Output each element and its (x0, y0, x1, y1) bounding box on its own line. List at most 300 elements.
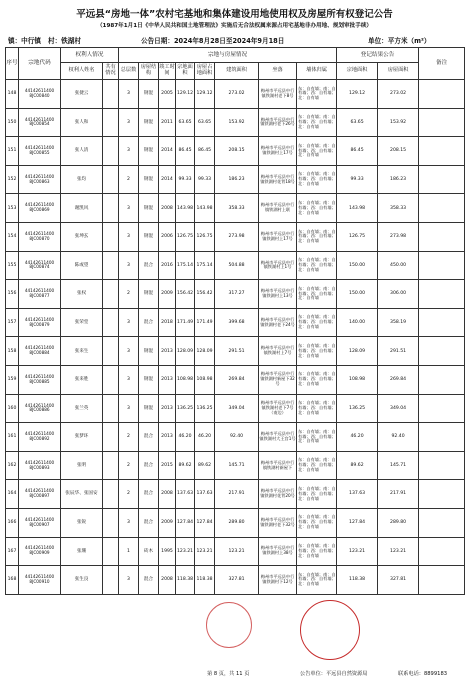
cell-result-land: 136.25 (337, 394, 378, 423)
cell-owner-name: 张均 (61, 165, 103, 194)
cell-result-house: 92.40 (378, 423, 419, 452)
cell-floors: 3 (119, 137, 139, 166)
cell-owner-name: 张来胜 (61, 365, 103, 394)
cell-location: 梅州市平远县中行镇铁湖村新屋下 (259, 451, 297, 480)
cell-result-house: 289.80 (378, 508, 419, 537)
cell-result-land: 128.09 (337, 337, 378, 366)
table-row (6, 137, 465, 166)
header-land-house-group: 宗地与房屋情况 (119, 48, 337, 63)
cell-structure: 钢混 (139, 280, 159, 309)
cell-land-area: 46.20 (176, 423, 195, 452)
cell-structure: 钢混 (139, 137, 159, 166)
cell-seq: 153 (6, 194, 19, 223)
cell-walls: 东：自有墙；南：自有墙；西：自有墙；北：自有墙 (297, 394, 337, 423)
cell-shared (103, 451, 119, 480)
cell-remarks (419, 365, 465, 394)
cell-remarks (419, 165, 465, 194)
cell-parcel-code: 44142611400 8JC00909 (19, 537, 61, 566)
cell-owner-name: 张荣堂 (61, 308, 103, 337)
cell-year: 2011 (159, 108, 176, 137)
cell-shared (103, 280, 119, 309)
period-label: 公告日期：2024年8月28日至2024年9月18日 (141, 37, 285, 45)
table-row (6, 165, 465, 194)
table-row (6, 337, 465, 366)
cell-walls: 东：自有墙；南：自有墙；西：自有墙；北：自有墙 (297, 451, 337, 480)
cell-remarks (419, 308, 465, 337)
cell-owner-name: 张生良 (61, 566, 103, 595)
cell-build-area: 327.81 (215, 566, 259, 595)
cell-year: 2014 (159, 165, 176, 194)
cell-result-land: 143.98 (337, 194, 378, 223)
cell-location: 梅州市平远县中行镇铁湖村上38号 (259, 537, 297, 566)
cell-remarks (419, 423, 465, 452)
cell-parcel-code: 44142611400 8JC00897 (19, 480, 61, 509)
table-row (6, 394, 465, 423)
cell-land-area: 86.45 (176, 137, 195, 166)
unit-label: 单位：平方米（m²） (368, 37, 431, 45)
cell-remarks (419, 537, 465, 566)
cell-walls: 东：自有墙；南：自有墙；西：自有墙；北：自有墙 (297, 137, 337, 166)
cell-floors: 3 (119, 337, 139, 366)
cell-base-area: 129.12 (195, 80, 215, 109)
table-row (6, 508, 465, 537)
cell-result-house: 450.00 (378, 251, 419, 280)
cell-structure: 混合 (139, 423, 159, 452)
cell-build-area: 358.33 (215, 194, 259, 223)
cell-parcel-code: 44142611400 8JC00893 (19, 451, 61, 480)
cell-walls: 东：自有墙；南：自有墙；西：自有墙；北：自有墙 (297, 165, 337, 194)
cell-walls: 东：自有墙；南：自有墙；西：自有墙；北：自有墙 (297, 480, 337, 509)
cell-base-area: 108.98 (195, 365, 215, 394)
cell-location: 梅州市平远县中行镇铁湖村上1号 (259, 251, 297, 280)
cell-build-area: 317.27 (215, 280, 259, 309)
cell-result-land: 137.63 (337, 480, 378, 509)
cell-year: 1995 (159, 537, 176, 566)
table-row (6, 537, 465, 566)
cell-remarks (419, 194, 465, 223)
cell-floors: 3 (119, 566, 139, 595)
cell-build-area: 504.88 (215, 251, 259, 280)
cell-shared (103, 251, 119, 280)
cell-result-house: 306.00 (378, 280, 419, 309)
cell-seq: 154 (6, 222, 19, 251)
phone: 联系电话：8899183 (398, 671, 448, 677)
header-location: 坐落 (259, 63, 297, 80)
cell-seq: 168 (6, 566, 19, 595)
cell-shared (103, 394, 119, 423)
cell-year: 2013 (159, 365, 176, 394)
cell-structure: 钢混 (139, 165, 159, 194)
page-number: 第 8 页，共 11 页 (207, 671, 250, 677)
cell-result-house: 269.84 (378, 365, 419, 394)
cell-location: 梅州市平远县中行镇铁湖村大王宫1号 (259, 423, 297, 452)
cell-parcel-code: 44142611400 8JC00854 (19, 108, 61, 137)
cell-year: 2009 (159, 508, 176, 537)
cell-owner-name: 张明 (61, 451, 103, 480)
cell-location: 梅州市平远县中行镇铁湖村上17号 (259, 137, 297, 166)
cell-location: 梅州市平远县中行镇铁湖村下12号 (259, 566, 297, 595)
cell-result-land: 150.00 (337, 251, 378, 280)
cell-walls: 东：自有墙；南：自有墙；西：自有墙；北：自有墙 (297, 337, 337, 366)
cell-land-area: 175.14 (176, 251, 195, 280)
cell-result-house: 327.81 (378, 566, 419, 595)
cell-result-house: 153.92 (378, 108, 419, 137)
cell-base-area: 128.09 (195, 337, 215, 366)
cell-seq: 164 (6, 480, 19, 509)
cell-build-area: 289.80 (215, 508, 259, 537)
cell-location: 梅州市平远县中行镇铁湖村上17号 (259, 222, 297, 251)
cell-land-area: 128.09 (176, 337, 195, 366)
cell-result-house: 145.71 (378, 451, 419, 480)
cell-seq: 160 (6, 394, 19, 423)
cell-year: 2015 (159, 451, 176, 480)
cell-base-area: 126.75 (195, 222, 215, 251)
cell-base-area: 89.62 (195, 451, 215, 480)
cell-walls: 东：自有墙；南：自有墙；西：自有墙；北：自有墙 (297, 537, 337, 566)
cell-build-area: 145.71 (215, 451, 259, 480)
cell-result-house: 358.19 (378, 308, 419, 337)
cell-structure: 混合 (139, 566, 159, 595)
cell-base-area: 156.42 (195, 280, 215, 309)
cell-build-area: 217.91 (215, 480, 259, 509)
cell-structure: 钢混 (139, 365, 159, 394)
cell-year: 2009 (159, 280, 176, 309)
cell-result-house: 273.98 (378, 222, 419, 251)
header-base-area: 房屋占地面积 (195, 63, 215, 80)
header-parcel-code: 宗地代码 (19, 48, 61, 80)
cell-seq: 156 (6, 280, 19, 309)
cell-parcel-code: 44142611400 8JC00840 (19, 80, 61, 109)
registration-table (5, 47, 465, 595)
cell-base-area: 136.25 (195, 394, 215, 423)
cell-walls: 东：自有墙；南：自有墙；西：自有墙；北：自有墙 (297, 423, 337, 452)
cell-result-house: 217.91 (378, 480, 419, 509)
cell-parcel-code: 44142611400 8JC00886 (19, 394, 61, 423)
cell-remarks (419, 451, 465, 480)
cell-owner-name: 张辰华、张国安 (61, 480, 103, 509)
cell-structure: 混合 (139, 308, 159, 337)
cell-location: 梅州市平远县中行镇铁湖村老下32号 (259, 508, 297, 537)
cell-seq: 152 (6, 165, 19, 194)
cell-floors: 3 (119, 194, 139, 223)
cell-result-land: 63.65 (337, 108, 378, 137)
cell-result-land: 123.21 (337, 537, 378, 566)
cell-walls: 东：自有墙；南：自有墙；西：自有墙；北：自有墙 (297, 108, 337, 137)
cell-owner-name: 张珊 (61, 537, 103, 566)
official-seal (300, 600, 360, 660)
cell-land-area: 136.25 (176, 394, 195, 423)
cell-land-area: 129.12 (176, 80, 195, 109)
cell-build-area: 186.23 (215, 165, 259, 194)
cell-owner-name: 张捷云 (61, 80, 103, 109)
cell-build-area: 269.84 (215, 365, 259, 394)
cell-seq: 151 (6, 137, 19, 166)
cell-build-area: 291.51 (215, 337, 259, 366)
cell-build-area: 273.98 (215, 222, 259, 251)
cell-remarks (419, 251, 465, 280)
table-row (6, 108, 465, 137)
cell-floors: 3 (119, 508, 139, 537)
cell-parcel-code: 44142611400 8JC00884 (19, 337, 61, 366)
header-owner-group: 权利人情况 (61, 48, 119, 63)
cell-year: 2008 (159, 194, 176, 223)
cell-build-area: 123.21 (215, 537, 259, 566)
cell-result-house: 186.23 (378, 165, 419, 194)
cell-base-area: 175.14 (195, 251, 215, 280)
cell-remarks (419, 137, 465, 166)
cell-shared (103, 365, 119, 394)
cell-year: 2018 (159, 308, 176, 337)
cell-base-area: 46.20 (195, 423, 215, 452)
cell-build-area: 92.40 (215, 423, 259, 452)
cell-owner-name: 张权 (61, 280, 103, 309)
cell-result-land: 126.75 (337, 222, 378, 251)
cell-result-house: 208.15 (378, 137, 419, 166)
table-row (6, 365, 465, 394)
header-build-area: 建筑面积 (215, 63, 259, 80)
header-floors: 总层数 (119, 63, 139, 80)
cell-structure: 钢混 (139, 394, 159, 423)
cell-parcel-code: 44142611400 8JC00910 (19, 566, 61, 595)
header-result-house: 房屋面积 (378, 63, 419, 80)
cell-shared (103, 108, 119, 137)
cell-owner-name: 张来生 (61, 337, 103, 366)
header-land-area: 宗地面积 (176, 63, 195, 80)
cell-build-area: 208.15 (215, 137, 259, 166)
cell-remarks (419, 280, 465, 309)
village-label: 村：铁湖村 (48, 37, 81, 45)
table-row (6, 566, 465, 595)
cell-owner-name: 陈或望 (61, 251, 103, 280)
cell-walls: 东：自有墙；南：自有墙；西：自有墙；北：自有墙 (297, 194, 337, 223)
cell-structure: 混合 (139, 508, 159, 537)
table-row (6, 480, 465, 509)
cell-land-area: 156.42 (176, 280, 195, 309)
cell-year: 2006 (159, 222, 176, 251)
cell-land-area: 108.98 (176, 365, 195, 394)
cell-shared (103, 222, 119, 251)
cell-land-area: 63.65 (176, 108, 195, 137)
cell-result-land: 118.38 (337, 566, 378, 595)
header-seq: 序号 (6, 48, 19, 80)
cell-shared (103, 308, 119, 337)
cell-owner-name: 张坤玄 (61, 222, 103, 251)
header-walls: 墙体归属 (297, 63, 337, 80)
footer (0, 668, 469, 680)
cell-result-house: 349.04 (378, 394, 419, 423)
cell-floors: 3 (119, 108, 139, 137)
cell-location: 梅州市平远县中行镇铁湖村花背20号 (259, 480, 297, 509)
cell-base-area: 171.49 (195, 308, 215, 337)
town-label: 镇：中行镇 (8, 37, 41, 45)
cell-remarks (419, 80, 465, 109)
cell-walls: 东：自有墙；南：自有墙；西：自有墙；北：自有墙 (297, 280, 337, 309)
cell-seq: 150 (6, 108, 19, 137)
cell-location: 梅州市平远县中行镇铁湖村花背18号 (259, 165, 297, 194)
cell-location: 梅州市平远县中行镇铁湖村老下7号（南边） (259, 394, 297, 423)
cell-land-area: 99.33 (176, 165, 195, 194)
cell-shared (103, 165, 119, 194)
cell-parcel-code: 44142611400 8JC00892 (19, 423, 61, 452)
cell-floors: 3 (119, 251, 139, 280)
cell-floors: 2 (119, 423, 139, 452)
cell-owner-name: 张人清 (61, 137, 103, 166)
header-shared: 共有情况 (103, 63, 119, 80)
cell-result-land: 89.62 (337, 451, 378, 480)
cell-base-area: 143.98 (195, 194, 215, 223)
cell-result-land: 150.00 (337, 280, 378, 309)
table-row (6, 194, 465, 223)
cell-walls: 东：自有墙；南：自有墙；西：自有墙；北：自有墙 (297, 80, 337, 109)
cell-walls: 东：自有墙；南：自有墙；西：自有墙；北：自有墙 (297, 365, 337, 394)
cell-year: 2008 (159, 480, 176, 509)
cell-owner-name: 张锐 (61, 508, 103, 537)
cell-seq: 167 (6, 537, 19, 566)
table-row (6, 308, 465, 337)
cell-base-area: 118.38 (195, 566, 215, 595)
cell-owner-name: 张兰英 (61, 394, 103, 423)
cell-result-land: 127.84 (337, 508, 378, 537)
cell-base-area: 137.63 (195, 480, 215, 509)
cell-remarks (419, 394, 465, 423)
cell-year: 2013 (159, 337, 176, 366)
cell-build-area: 273.02 (215, 80, 259, 109)
cell-seq: 166 (6, 508, 19, 537)
header-year: 竣工时间 (159, 63, 176, 80)
cell-location: 梅州市平远县中行镇铁湖村老下24号 (259, 308, 297, 337)
cell-remarks (419, 108, 465, 137)
cell-seq: 158 (6, 337, 19, 366)
cell-land-area: 126.75 (176, 222, 195, 251)
cell-location: 梅州市平远县中行镇铁湖村老下8号 (259, 80, 297, 109)
cell-seq: 148 (6, 80, 19, 109)
cell-location: 梅州市平远县中行镇铁湖村上7号 (259, 337, 297, 366)
cell-seq: 157 (6, 308, 19, 337)
cell-structure: 钢混 (139, 108, 159, 137)
cell-seq: 155 (6, 251, 19, 280)
cell-build-area: 153.92 (215, 108, 259, 137)
cell-base-area: 127.84 (195, 508, 215, 537)
cell-remarks (419, 508, 465, 537)
cell-shared (103, 508, 119, 537)
cell-land-area: 118.38 (176, 566, 195, 595)
table-row (6, 451, 465, 480)
cell-seq: 162 (6, 451, 19, 480)
cell-base-area: 86.45 (195, 137, 215, 166)
cell-parcel-code: 44142611400 8JC00863 (19, 165, 61, 194)
cell-seq: 159 (6, 365, 19, 394)
cell-result-land: 46.20 (337, 423, 378, 452)
cell-walls: 东：自有墙；南：自有墙；西：自有墙；北：自有墙 (297, 251, 337, 280)
cell-parcel-code: 44142611400 8JC00870 (19, 222, 61, 251)
cell-land-area: 143.98 (176, 194, 195, 223)
cell-floors: 1 (119, 537, 139, 566)
cell-year: 2016 (159, 251, 176, 280)
cell-remarks (419, 222, 465, 251)
cell-build-area: 349.04 (215, 394, 259, 423)
cell-result-land: 129.12 (337, 80, 378, 109)
cell-floors: 3 (119, 365, 139, 394)
cell-land-area: 127.84 (176, 508, 195, 537)
cell-shared (103, 537, 119, 566)
cell-seq: 161 (6, 423, 19, 452)
cell-parcel-code: 44142611400 8JC00874 (19, 251, 61, 280)
table-row (6, 251, 465, 280)
cell-structure: 混合 (139, 480, 159, 509)
cell-parcel-code: 44142611400 8JC00879 (19, 308, 61, 337)
cell-shared (103, 337, 119, 366)
cell-parcel-code: 44142611400 8JC00885 (19, 365, 61, 394)
cell-structure: 混合 (139, 451, 159, 480)
cell-location: 梅州市平远县中行镇铁湖村新屋下32号 (259, 365, 297, 394)
cell-result-land: 86.45 (337, 137, 378, 166)
header-remarks: 备注 (419, 48, 465, 80)
cell-year: 2005 (159, 80, 176, 109)
cell-shared (103, 480, 119, 509)
cell-location: 梅州市平远县中行镇铁湖村上联 (259, 194, 297, 223)
header-result-land: 宗地面积 (337, 63, 378, 80)
cell-year: 2008 (159, 566, 176, 595)
cell-parcel-code: 44142611400 8JC00869 (19, 194, 61, 223)
cell-base-area: 99.33 (195, 165, 215, 194)
cell-floors: 3 (119, 222, 139, 251)
cell-land-area: 89.62 (176, 451, 195, 480)
cell-walls: 东：自有墙；南：自有墙；西：自有墙；北：自有墙 (297, 508, 337, 537)
table-row (6, 423, 465, 452)
header-result-group: 登记结果公告 (337, 48, 419, 63)
cell-result-land: 108.98 (337, 365, 378, 394)
cell-shared (103, 137, 119, 166)
cell-result-house: 123.21 (378, 537, 419, 566)
cell-build-area: 399.68 (215, 308, 259, 337)
cell-remarks (419, 337, 465, 366)
cell-location: 梅州市平远县中行镇铁湖村老下26号 (259, 108, 297, 137)
cell-floors: 3 (119, 308, 139, 337)
cell-year: 2013 (159, 394, 176, 423)
cell-shared (103, 566, 119, 595)
cell-parcel-code: 44142611400 8JC00907 (19, 508, 61, 537)
cell-location: 梅州市平远县中行镇铁湖村上13号 (259, 280, 297, 309)
cell-base-area: 123.21 (195, 537, 215, 566)
cell-structure: 钢混 (139, 80, 159, 109)
cell-result-land: 140.00 (337, 308, 378, 337)
cell-year: 2013 (159, 423, 176, 452)
cell-structure: 钢混 (139, 337, 159, 366)
cell-parcel-code: 44142611400 8JC00855 (19, 137, 61, 166)
cell-result-house: 273.02 (378, 80, 419, 109)
table-row (6, 280, 465, 309)
cell-floors: 2 (119, 451, 139, 480)
cell-walls: 东：自有墙；南：自有墙；西：自有墙；北：自有墙 (297, 222, 337, 251)
cell-walls: 东：自有墙；南：自有墙；西：自有墙；北：自有墙 (297, 566, 337, 595)
cell-floors: 2 (119, 280, 139, 309)
official-seal-small (206, 602, 252, 648)
document-subtitle: （1987年1月1日《中华人民共和国土地管理法》实施后无合法权属来源占用宅基地非办用地、规划审批手续） (96, 23, 373, 29)
cell-remarks (419, 566, 465, 595)
cell-floors: 2 (119, 480, 139, 509)
document-title: 平远县“房地一体”农村宅基地和集体建设用地使用权及房屋所有权登记公告 (76, 9, 393, 20)
cell-parcel-code: 44142611400 8JC00877 (19, 280, 61, 309)
publisher: 公告单位：平远县自然资源局 (300, 671, 368, 677)
cell-floors: 2 (119, 165, 139, 194)
cell-land-area: 137.63 (176, 480, 195, 509)
cell-land-area: 171.49 (176, 308, 195, 337)
cell-result-land: 99.33 (337, 165, 378, 194)
cell-floors: 3 (119, 80, 139, 109)
cell-structure: 混合 (139, 251, 159, 280)
cell-structure: 钢混 (139, 194, 159, 223)
header-structure: 房屋结构 (139, 63, 159, 80)
